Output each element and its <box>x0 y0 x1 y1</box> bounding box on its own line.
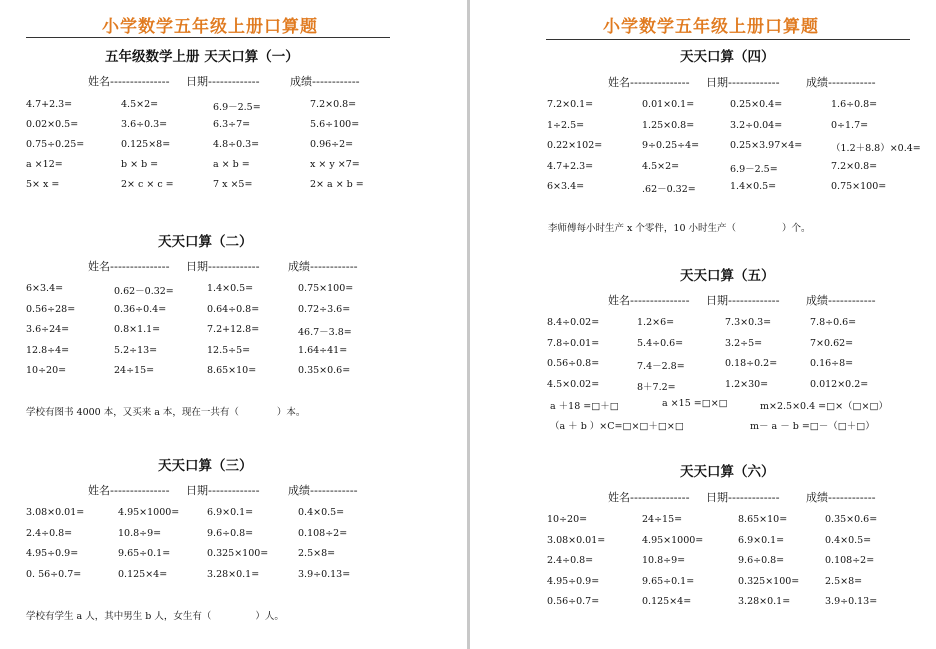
exercise-item: 0.56÷0.7= <box>547 596 600 607</box>
name-field: 姓名--------------- <box>88 260 170 273</box>
name-field: 姓名--------------- <box>608 491 690 504</box>
date-field: 日期------------- <box>186 75 260 88</box>
exercise-item: 2.5×8= <box>298 548 336 559</box>
exercise-item: 7×0.62= <box>810 337 854 349</box>
exercise-item: 7.2×0.1= <box>547 99 594 110</box>
exercise-item: 3.28×0.1= <box>207 568 260 580</box>
exercise-item: 1.2×6= <box>637 317 675 328</box>
exercise-item: 1÷2.5= <box>547 119 585 131</box>
exercise-item: 10.8÷9= <box>118 527 162 539</box>
exercise-item: b × b = <box>121 159 159 170</box>
name-field: 姓名--------------- <box>88 75 170 88</box>
exercise-item: 5.4÷0.6= <box>637 337 684 349</box>
exercise-item: 9.6÷0.8= <box>738 555 785 566</box>
exercise-item: 6.9×0.1= <box>738 534 785 546</box>
exercise-item: 0.72÷3.6= <box>298 303 351 315</box>
name-field: 姓名--------------- <box>88 484 170 497</box>
exercise-item: 0.22×102= <box>547 140 603 151</box>
exercise-item: 0.125×8= <box>121 139 171 150</box>
exercise-item: 1.2×30= <box>725 378 769 390</box>
exercise-item: 3.2÷5= <box>725 337 763 349</box>
exercise-item: 0.18÷0.2= <box>725 358 778 369</box>
exercise-item: 1.25×0.8= <box>642 119 695 131</box>
exercise-item: 4.95÷0.9= <box>26 548 79 559</box>
exercise-item: 3.6÷0.3= <box>121 119 168 130</box>
exercise-item: 7.3×0.3= <box>725 317 772 328</box>
exercise-item: 2.5×8= <box>825 575 863 587</box>
exercise-item: 8.65×10= <box>738 514 788 525</box>
exercise-item: 4.95×1000= <box>118 507 180 518</box>
exercise-item: 0.8×1.1= <box>114 324 161 335</box>
exercise-item: 24÷15= <box>114 365 155 376</box>
section-title-4: 天天口算（四） <box>680 49 775 65</box>
exercise-item: 7.2×0.8= <box>310 99 357 110</box>
exercise-item: 8＋7.2= <box>637 381 676 393</box>
exercise-item: 7.8÷0.6= <box>810 317 857 328</box>
score-field: 成绩------------ <box>806 76 876 89</box>
exercise-item: 6×3.4= <box>547 181 585 192</box>
exercise-item: 0.56÷28= <box>26 303 76 315</box>
exercise-item: 1.4×0.5= <box>730 181 777 192</box>
exercise-item: 4.7+2.3= <box>26 99 73 110</box>
exercise-item: 5.2÷13= <box>114 344 158 356</box>
exercise-item: 5× x = <box>26 179 60 190</box>
exercise-item: 4.8÷0.3= <box>213 139 260 150</box>
section-title-5: 天天口算（五） <box>680 268 775 284</box>
exercise-item: 7 x ×5= <box>213 179 253 190</box>
word-problem-3 <box>26 608 284 622</box>
exercise-item: 0.35×0.6= <box>825 514 878 525</box>
exercise-item: 0.16÷8= <box>810 358 854 369</box>
word-problem-text: 学校有学生 a 人，其中男生 b 人，女生有（ <box>26 611 212 622</box>
word-problem-4 <box>548 220 811 234</box>
exercise-item: x × y ×7= <box>310 159 360 170</box>
section-title-2: 天天口算（二） <box>158 234 253 250</box>
exercise-item: 0.62－0.32= <box>114 286 174 297</box>
exercise-item: 0.4×0.5= <box>298 507 345 518</box>
exercise-item: 8.65×10= <box>207 365 257 376</box>
exercise-item: 24÷15= <box>642 514 683 525</box>
exercise-item: 0.64÷0.8= <box>207 303 260 315</box>
exercise-item: 8.4÷0.02= <box>547 317 600 328</box>
exercise-item: 3.08×0.01= <box>26 507 85 518</box>
exercise-item: 0.325×100= <box>738 575 800 587</box>
exercise-item: 0.012×0.2= <box>810 378 869 390</box>
exercise-item: 4.5×2= <box>642 160 680 172</box>
score-field: 成绩------------ <box>288 484 358 497</box>
exercise-item: 7.2×0.8= <box>831 160 878 172</box>
date-field: 日期------------- <box>186 484 260 497</box>
exercise-item: 0.108÷2= <box>298 527 348 539</box>
word-problem-2 <box>26 404 305 418</box>
name-field: 姓名--------------- <box>608 294 690 307</box>
exercise-item: 3.08×0.01= <box>547 534 606 546</box>
word-problem-text: 学校有图书 4000 本，又买来 a 本，现在一共有（ <box>26 407 239 418</box>
exercise-item: 9.65÷0.1= <box>642 575 695 587</box>
exercise-item: 9.6÷0.8= <box>207 527 254 539</box>
exercise-item: 3.6÷24= <box>26 324 70 335</box>
exercise-item: 0.25×0.4= <box>730 99 783 110</box>
exercise-item: （1.2＋8.8）×0.4= <box>831 143 921 154</box>
word-problem-text: 李师傅每小时生产 x 个零件，10 小时生产（ <box>548 223 737 234</box>
word-problem-unit: ）人。 <box>255 611 284 622</box>
exercise-item: 3.9÷0.13= <box>298 568 351 580</box>
exercise-item: 46.7－3.8= <box>298 327 352 338</box>
date-field: 日期------------- <box>706 294 780 307</box>
section-title-1: 五年级数学上册 天天口算（一） <box>105 49 299 65</box>
exercise-item: 0.108÷2= <box>825 555 875 566</box>
exercise-item: 6.9×0.1= <box>207 507 254 518</box>
exercise-item: 4.95÷0.9= <box>547 575 600 587</box>
exercise-item: 0. 56÷0.7= <box>26 568 82 580</box>
exercise-item: 2× a × b = <box>310 179 364 190</box>
exercise-item: 1.4×0.5= <box>207 283 254 294</box>
exercise-item: 6×3.4= <box>26 283 64 294</box>
exercise-item: 3.9÷0.13= <box>825 596 878 607</box>
exercise-item: 4.5×2= <box>121 99 159 110</box>
exercise-item: 0.02×0.5= <box>26 119 79 130</box>
exercise-item: 12.8÷4= <box>26 344 70 356</box>
exercise-item: 2.4÷0.8= <box>26 527 73 539</box>
exercise-item: 2.4÷0.8= <box>547 555 594 566</box>
exercise-item: 0.325×100= <box>207 548 269 559</box>
algebra-item: （a ＋ b ）×C=□×□＋□×□ <box>550 421 684 432</box>
exercise-item: 3.28×0.1= <box>738 596 791 607</box>
exercise-item: 0.56÷0.8= <box>547 358 600 369</box>
algebra-item: m－ a － b =□－（□＋□） <box>750 421 875 432</box>
exercise-item: 10÷20= <box>26 365 67 376</box>
left-page <box>0 0 467 649</box>
exercise-item: 7.2+12.8= <box>207 324 260 335</box>
exercise-item: 3.2÷0.04= <box>730 119 783 131</box>
date-field: 日期------------- <box>706 491 780 504</box>
score-field: 成绩------------ <box>290 75 360 88</box>
exercise-item: .62－0.32= <box>642 184 696 195</box>
exercise-item: 10.8÷9= <box>642 555 686 566</box>
exercise-item: 0.01×0.1= <box>642 99 695 110</box>
exercise-item: 0.75×100= <box>831 181 887 192</box>
score-field: 成绩------------ <box>806 294 876 307</box>
score-field: 成绩------------ <box>806 491 876 504</box>
exercise-item: 0.36÷0.4= <box>114 303 167 315</box>
exercise-item: 12.5÷5= <box>207 344 251 356</box>
exercise-item: a ×12= <box>26 159 63 170</box>
main-title: 小学数学五年级上册口算题 <box>102 17 318 37</box>
exercise-item: 0.125×4= <box>118 568 168 580</box>
algebra-item: a ＋18 =□＋□ <box>550 401 619 412</box>
exercise-item: 9÷0.25÷4= <box>642 140 700 151</box>
exercise-item: 0.75×100= <box>298 283 354 294</box>
section-title-3: 天天口算（三） <box>158 458 253 474</box>
date-field: 日期------------- <box>186 260 260 273</box>
exercise-item: 6.9－2.5= <box>730 163 778 175</box>
exercise-item: 7.8÷0.01= <box>547 337 600 349</box>
word-problem-unit: ）本。 <box>276 407 306 418</box>
word-problem-unit: ）个。 <box>782 223 811 234</box>
exercise-item: a × b = <box>213 159 250 170</box>
exercise-item: 0.4×0.5= <box>825 534 872 546</box>
exercise-item: 6.3÷7= <box>213 119 251 130</box>
exercise-item: 0.125×4= <box>642 596 692 607</box>
exercise-item: 1.6÷0.8= <box>831 99 878 110</box>
exercise-item: 0.35×0.6= <box>298 365 351 376</box>
name-field: 姓名--------------- <box>608 76 690 89</box>
exercise-item: 0÷1.7= <box>831 119 869 131</box>
exercise-item: 5.6÷100= <box>310 119 360 130</box>
score-field: 成绩------------ <box>288 260 358 273</box>
exercise-item: 4.95×1000= <box>642 534 704 546</box>
exercise-item: 1.64÷41= <box>298 344 348 356</box>
main-title: 小学数学五年级上册口算题 <box>603 17 819 37</box>
title-rule <box>546 39 910 40</box>
exercise-item: 9.65÷0.1= <box>118 548 171 559</box>
exercise-item: 10÷20= <box>547 514 588 525</box>
exercise-item: 6.9－2.5= <box>213 102 261 113</box>
exercise-item: 0.96÷2= <box>310 139 354 150</box>
exercise-item: 0.75÷0.25= <box>26 139 85 150</box>
exercise-item: 4.5×0.02= <box>547 378 600 390</box>
algebra-item: m×2.5×0.4 =□×（□×□） <box>760 401 888 412</box>
exercise-item: 2× c × c = <box>121 179 174 190</box>
right-page <box>470 0 936 649</box>
date-field: 日期------------- <box>706 76 780 89</box>
exercise-item: 7.4－2.8= <box>637 361 685 372</box>
section-title-6: 天天口算（六） <box>680 464 775 480</box>
title-rule <box>26 37 390 38</box>
exercise-item: 0.25×3.97×4= <box>730 140 803 151</box>
algebra-item: a ×15 =□×□ <box>662 398 728 409</box>
exercise-item: 4.7+2.3= <box>547 160 594 172</box>
